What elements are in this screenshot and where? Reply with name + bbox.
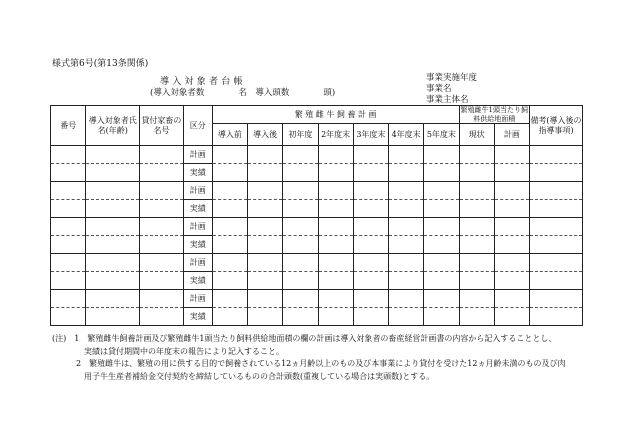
header-year4-end: 4年度末 xyxy=(389,124,424,146)
ledger-table xyxy=(50,105,583,326)
table-cell[interactable] xyxy=(86,182,140,200)
table-cell[interactable] xyxy=(212,200,247,218)
header-before-intro: 導入前 xyxy=(212,124,247,146)
table-cell[interactable] xyxy=(424,290,459,308)
project-body-label: 事業主体名 xyxy=(426,95,469,105)
table-cell[interactable] xyxy=(248,182,283,200)
table-cell[interactable] xyxy=(51,200,86,218)
table-cell[interactable] xyxy=(494,218,529,236)
table-cell[interactable] xyxy=(86,236,140,254)
table-cell[interactable] xyxy=(353,164,388,182)
table-cell[interactable] xyxy=(140,254,184,272)
table-cell[interactable] xyxy=(494,308,529,326)
table-cell[interactable] xyxy=(389,146,424,164)
header-remarks: 備考(導入後の指導事項) xyxy=(530,106,583,146)
header-year3-end: 3年度末 xyxy=(353,124,388,146)
table-cell[interactable] xyxy=(51,272,86,290)
table-cell[interactable] xyxy=(318,272,353,290)
table-cell[interactable] xyxy=(389,308,424,326)
table-cell[interactable] xyxy=(212,254,247,272)
table-cell[interactable] xyxy=(424,236,459,254)
table-cell[interactable] xyxy=(283,200,318,218)
table-cell[interactable] xyxy=(51,218,86,236)
table-cell[interactable] xyxy=(86,290,140,308)
project-name-label: 事業名 xyxy=(426,84,452,94)
note-line: (注) 1 繁殖雌牛飼養計画及び繁殖雌牛1頭当たり飼料供給地面積の欄の計画は導入対象者の畜産経営計画書の内容から記入することとし、 xyxy=(52,334,557,343)
table-cell[interactable] xyxy=(283,236,318,254)
table-cell[interactable] xyxy=(318,146,353,164)
table-row xyxy=(51,254,583,272)
table-cell[interactable] xyxy=(86,272,140,290)
table-cell[interactable] xyxy=(389,200,424,218)
table-cell[interactable] xyxy=(140,218,184,236)
row-category-label: 実績 xyxy=(183,236,212,254)
row-category-label: 計画 xyxy=(183,218,212,236)
row-category-label: 計画 xyxy=(183,254,212,272)
table-cell[interactable] xyxy=(459,290,494,308)
table-cell[interactable] xyxy=(353,200,388,218)
table-cell[interactable] xyxy=(51,290,86,308)
row-category-label: 実績 xyxy=(183,308,212,326)
table-cell[interactable] xyxy=(424,200,459,218)
table-cell[interactable] xyxy=(248,146,283,164)
table-cell[interactable] xyxy=(140,290,184,308)
table-cell[interactable] xyxy=(424,218,459,236)
table-cell[interactable] xyxy=(318,164,353,182)
table-cell[interactable] xyxy=(140,272,184,290)
table-cell[interactable] xyxy=(530,164,583,182)
table-cell[interactable] xyxy=(283,272,318,290)
table-cell[interactable] xyxy=(424,182,459,200)
note-line: 用子牛生産者補給金交付契約を締結しているものの合計頭数(重複している場合は実頭数)とする。 xyxy=(52,371,435,381)
table-cell[interactable] xyxy=(212,236,247,254)
table-cell[interactable] xyxy=(86,146,140,164)
table-row xyxy=(51,200,583,218)
table-cell[interactable] xyxy=(494,236,529,254)
table-cell[interactable] xyxy=(283,182,318,200)
table-cell[interactable] xyxy=(459,236,494,254)
fiscal-year-label: 事業実施年度 xyxy=(426,73,478,83)
table-cell[interactable] xyxy=(353,308,388,326)
table-cell[interactable] xyxy=(248,200,283,218)
table-cell[interactable] xyxy=(318,254,353,272)
table-cell[interactable] xyxy=(51,182,86,200)
table-cell[interactable] xyxy=(140,200,184,218)
table-cell[interactable] xyxy=(283,218,318,236)
table-cell[interactable] xyxy=(86,218,140,236)
table-cell[interactable] xyxy=(494,182,529,200)
table-cell[interactable] xyxy=(494,146,529,164)
header-category: 区分 xyxy=(183,106,212,146)
table-cell[interactable] xyxy=(459,182,494,200)
table-cell[interactable] xyxy=(389,182,424,200)
table-cell[interactable] xyxy=(86,308,140,326)
table-cell[interactable] xyxy=(283,308,318,326)
table-cell[interactable] xyxy=(212,164,247,182)
table-cell[interactable] xyxy=(212,272,247,290)
table-cell[interactable] xyxy=(459,200,494,218)
note-line: 2 繁殖雌牛は、繁殖の用に供する目的で飼養されている12ヵ月齢以上のもの及び本事業により貸付を受けた12ヵ月齢未満のもの及び肉 xyxy=(52,359,566,368)
table-row xyxy=(51,146,583,164)
table-cell[interactable] xyxy=(459,308,494,326)
table-cell[interactable] xyxy=(389,218,424,236)
table-cell[interactable] xyxy=(389,236,424,254)
table-cell[interactable] xyxy=(248,308,283,326)
row-category-label: 計画 xyxy=(183,182,212,200)
table-cell[interactable] xyxy=(51,308,86,326)
table-cell[interactable] xyxy=(283,164,318,182)
row-category-label: 計画 xyxy=(183,290,212,308)
table-cell[interactable] xyxy=(353,290,388,308)
header-first-year: 初年度 xyxy=(283,124,318,146)
note-line: 実績は貸付期間中の年度末の報告により記入すること。 xyxy=(52,346,284,356)
table-cell[interactable] xyxy=(494,290,529,308)
table-cell[interactable] xyxy=(389,290,424,308)
form-number: 様式第6号(第13条関係) xyxy=(52,59,149,69)
table-cell[interactable] xyxy=(530,236,583,254)
row-category-label: 実績 xyxy=(183,164,212,182)
table-cell[interactable] xyxy=(140,236,184,254)
table-cell[interactable] xyxy=(494,254,529,272)
table-cell[interactable] xyxy=(494,272,529,290)
table-cell[interactable] xyxy=(530,182,583,200)
row-category-label: 実績 xyxy=(183,272,212,290)
table-cell[interactable] xyxy=(530,272,583,290)
table-cell[interactable] xyxy=(353,236,388,254)
table-cell[interactable] xyxy=(140,164,184,182)
table-cell[interactable] xyxy=(353,146,388,164)
table-cell[interactable] xyxy=(283,290,318,308)
table-row xyxy=(51,164,583,182)
table-cell[interactable] xyxy=(530,290,583,308)
table-cell[interactable] xyxy=(389,254,424,272)
header-current: 現状 xyxy=(459,124,494,146)
table-cell[interactable] xyxy=(140,308,184,326)
table-cell[interactable] xyxy=(459,272,494,290)
table-cell[interactable] xyxy=(530,146,583,164)
table-cell[interactable] xyxy=(424,146,459,164)
table-cell[interactable] xyxy=(424,164,459,182)
header-number: 番号 xyxy=(51,106,86,146)
table-row xyxy=(51,272,583,290)
header-year5-end: 5年度末 xyxy=(424,124,459,146)
table-cell[interactable] xyxy=(389,164,424,182)
table-cell[interactable] xyxy=(86,254,140,272)
table-cell[interactable] xyxy=(353,254,388,272)
table-cell[interactable] xyxy=(494,164,529,182)
table-cell[interactable] xyxy=(86,200,140,218)
table-row xyxy=(51,290,583,308)
table-cell[interactable] xyxy=(459,218,494,236)
table-cell[interactable] xyxy=(140,146,184,164)
page-title: 導 入 対 象 者 台 帳 xyxy=(160,77,243,87)
table-cell[interactable] xyxy=(248,164,283,182)
notes xyxy=(52,333,565,383)
table-cell[interactable] xyxy=(212,146,247,164)
header-breeding-plan: 繁 殖 雌 牛 飼 養 計 画 xyxy=(212,106,459,124)
table-cell[interactable] xyxy=(212,182,247,200)
table-cell[interactable] xyxy=(318,182,353,200)
table-cell[interactable] xyxy=(318,200,353,218)
table-cell[interactable] xyxy=(51,236,86,254)
table-cell[interactable] xyxy=(248,290,283,308)
table-cell[interactable] xyxy=(353,218,388,236)
table-cell[interactable] xyxy=(212,308,247,326)
table-cell[interactable] xyxy=(530,254,583,272)
table-cell[interactable] xyxy=(318,218,353,236)
table-cell[interactable] xyxy=(248,272,283,290)
table-cell[interactable] xyxy=(530,308,583,326)
header-year2-end: 2年度末 xyxy=(318,124,353,146)
header-plan: 計画 xyxy=(494,124,529,146)
table-cell[interactable] xyxy=(248,254,283,272)
table-cell[interactable] xyxy=(494,200,529,218)
table-cell[interactable] xyxy=(353,272,388,290)
table-cell[interactable] xyxy=(318,290,353,308)
table-cell[interactable] xyxy=(353,182,388,200)
table-cell[interactable] xyxy=(318,308,353,326)
table-cell[interactable] xyxy=(459,146,494,164)
table-cell[interactable] xyxy=(530,218,583,236)
table-cell[interactable] xyxy=(212,218,247,236)
table-cell[interactable] xyxy=(283,146,318,164)
header-feed-area: 繁殖雌牛1頭当たり飼料供給地面積 xyxy=(460,106,528,123)
table-cell[interactable] xyxy=(140,182,184,200)
table-cell[interactable] xyxy=(459,164,494,182)
table-cell[interactable] xyxy=(424,272,459,290)
table-cell[interactable] xyxy=(424,254,459,272)
row-category-label: 計画 xyxy=(183,146,212,164)
table-cell[interactable] xyxy=(51,164,86,182)
table-cell[interactable] xyxy=(459,254,494,272)
page-subtitle: (導入対象者数 名 導入頭数 頭) xyxy=(150,88,336,98)
table-row xyxy=(51,218,583,236)
table-row xyxy=(51,236,583,254)
table-cell[interactable] xyxy=(530,200,583,218)
table-cell[interactable] xyxy=(318,236,353,254)
table-cell[interactable] xyxy=(248,218,283,236)
table-cell[interactable] xyxy=(389,272,424,290)
header-after-intro: 導入後 xyxy=(248,124,283,146)
table-cell[interactable] xyxy=(51,146,86,164)
header-loan-animal: 貸付家畜の名号 xyxy=(140,106,184,146)
table-cell[interactable] xyxy=(51,254,86,272)
table-cell[interactable] xyxy=(424,308,459,326)
header-target-person: 導入対象者氏名(年齢) xyxy=(86,106,140,146)
row-category-label: 実績 xyxy=(183,200,212,218)
table-cell[interactable] xyxy=(212,290,247,308)
table-row xyxy=(51,308,583,326)
table-cell[interactable] xyxy=(86,164,140,182)
table-cell[interactable] xyxy=(283,254,318,272)
table-cell[interactable] xyxy=(248,236,283,254)
table-row xyxy=(51,182,583,200)
